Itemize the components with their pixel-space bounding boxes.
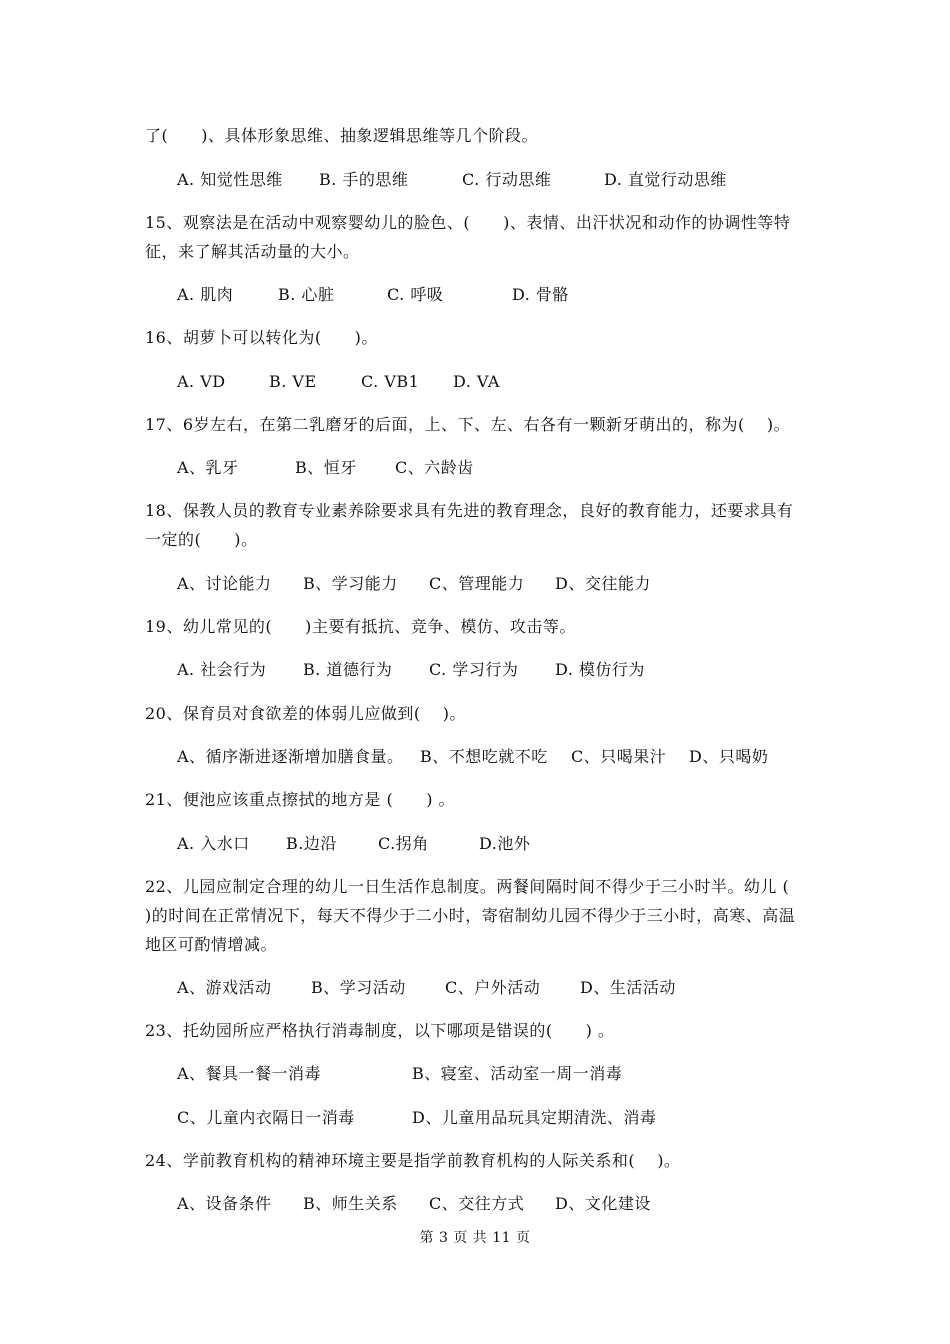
question-14-option-a: A. 知觉性思维	[177, 170, 283, 189]
question-16-option-c: C. VB1	[361, 372, 420, 391]
question-21-option-a: A. 入水口	[177, 834, 250, 853]
question-21-option-b: B.边沿	[286, 834, 337, 853]
question-14-option-d: D. 直觉行动思维	[604, 170, 727, 189]
question-16-text: 16、胡萝卜可以转化为( )。	[145, 328, 378, 347]
question-19-option-c: C. 学习行为	[429, 660, 519, 679]
question-22-text: 22、儿园应制定合理的幼儿一日生活作息制度。两餐间隔时间不得少于三小时半。幼儿 (	[145, 877, 790, 896]
question-24-option-d: D、文化建设	[555, 1194, 651, 1213]
question-22-text-cont-1: )的时间在正常情况下，每天不得少于二小时，寄宿制幼儿园不得少于三小时，高寒、高温	[145, 906, 796, 925]
question-17-option-b: B、恒牙	[295, 458, 357, 477]
question-20-option-d: D、只喝奶	[689, 747, 769, 766]
question-21-text: 21、便池应该重点擦拭的地方是 ( ) 。	[145, 790, 456, 809]
question-18-option-c: C、管理能力	[429, 574, 525, 593]
question-24-text: 24、学前教育机构的精神环境主要是指学前教育机构的人际关系和( )。	[145, 1151, 681, 1170]
question-20-option-b: B、不想吃就不吃	[420, 747, 548, 766]
question-15-text: 15、观察法是在活动中观察婴幼儿的脸色、( )、表情、出汗状况和动作的协调性等特	[145, 213, 791, 232]
question-18-text-cont: 一定的( )。	[145, 530, 258, 549]
question-16-option-a: A. VD	[177, 372, 226, 391]
question-15-option-a: A. 肌肉	[177, 285, 234, 304]
question-23-option-c: C、儿童内衣隔日一消毒	[177, 1108, 355, 1127]
question-23-text: 23、托幼园所应严格执行消毒制度，以下哪项是错误的( ) 。	[145, 1021, 615, 1040]
question-18-option-a: A、讨论能力	[177, 574, 272, 593]
question-20-text: 20、保育员对食欲差的体弱儿应做到( )。	[145, 704, 466, 723]
question-14-text: 了( )、具体形象思维、抽象逻辑思维等几个阶段。	[145, 126, 538, 145]
question-16-option-b: B. VE	[269, 372, 317, 391]
question-22-option-c: C、户外活动	[445, 978, 541, 997]
question-17-text: 17、6岁左右，在第二乳磨牙的后面，上、下、左、右各有一颗新牙萌出的，称为( )。	[145, 415, 791, 434]
question-15-option-d: D. 骨骼	[512, 285, 569, 304]
question-15-text-cont: 征，来了解其活动量的大小。	[145, 242, 360, 261]
question-18-option-b: B、学习能力	[303, 574, 398, 593]
question-18-option-d: D、交往能力	[555, 574, 651, 593]
question-20-option-c: C、只喝果汁	[571, 747, 667, 766]
page-footer: 第 3 页 共 11 页	[419, 1230, 531, 1246]
question-15-option-c: C. 呼吸	[387, 285, 444, 304]
question-15-option-b: B. 心脏	[278, 285, 335, 304]
question-19-option-d: D. 模仿行为	[555, 660, 645, 679]
question-14-option-b: B. 手的思维	[319, 170, 409, 189]
question-18-text: 18、保教人员的教育专业素养除要求具有先进的教育理念，良好的教育能力，还要求具有	[145, 501, 794, 520]
question-21-option-d: D.池外	[479, 834, 531, 853]
question-22-option-d: D、生活活动	[580, 978, 676, 997]
question-23-option-b: B、寝室、活动室一周一消毒	[412, 1064, 623, 1083]
question-19-text: 19、幼儿常见的( )主要有抵抗、竞争、模仿、攻击等。	[145, 617, 576, 636]
question-16-option-d: D. VA	[453, 372, 500, 391]
question-22-text-cont-2: 地区可酌情增减。	[145, 935, 278, 954]
question-19-option-a: A. 社会行为	[177, 660, 267, 679]
question-19-option-b: B. 道德行为	[303, 660, 393, 679]
question-23-option-a: A、餐具一餐一消毒	[177, 1064, 322, 1083]
question-24-option-c: C、交往方式	[429, 1194, 525, 1213]
question-23-option-d: D、儿童用品玩具定期清洗、消毒	[412, 1108, 657, 1127]
question-24-option-b: B、师生关系	[303, 1194, 398, 1213]
question-17-option-a: A、乳牙	[177, 458, 239, 477]
question-22-option-a: A、游戏活动	[177, 978, 272, 997]
question-14-option-c: C. 行动思维	[462, 170, 552, 189]
question-24-option-a: A、设备条件	[177, 1194, 272, 1213]
question-22-option-b: B、学习活动	[311, 978, 406, 997]
question-17-option-c: C、六龄齿	[395, 458, 474, 477]
question-20-option-a: A、循序渐进逐渐增加膳食量。	[177, 747, 404, 766]
question-21-option-c: C.拐角	[378, 834, 429, 853]
